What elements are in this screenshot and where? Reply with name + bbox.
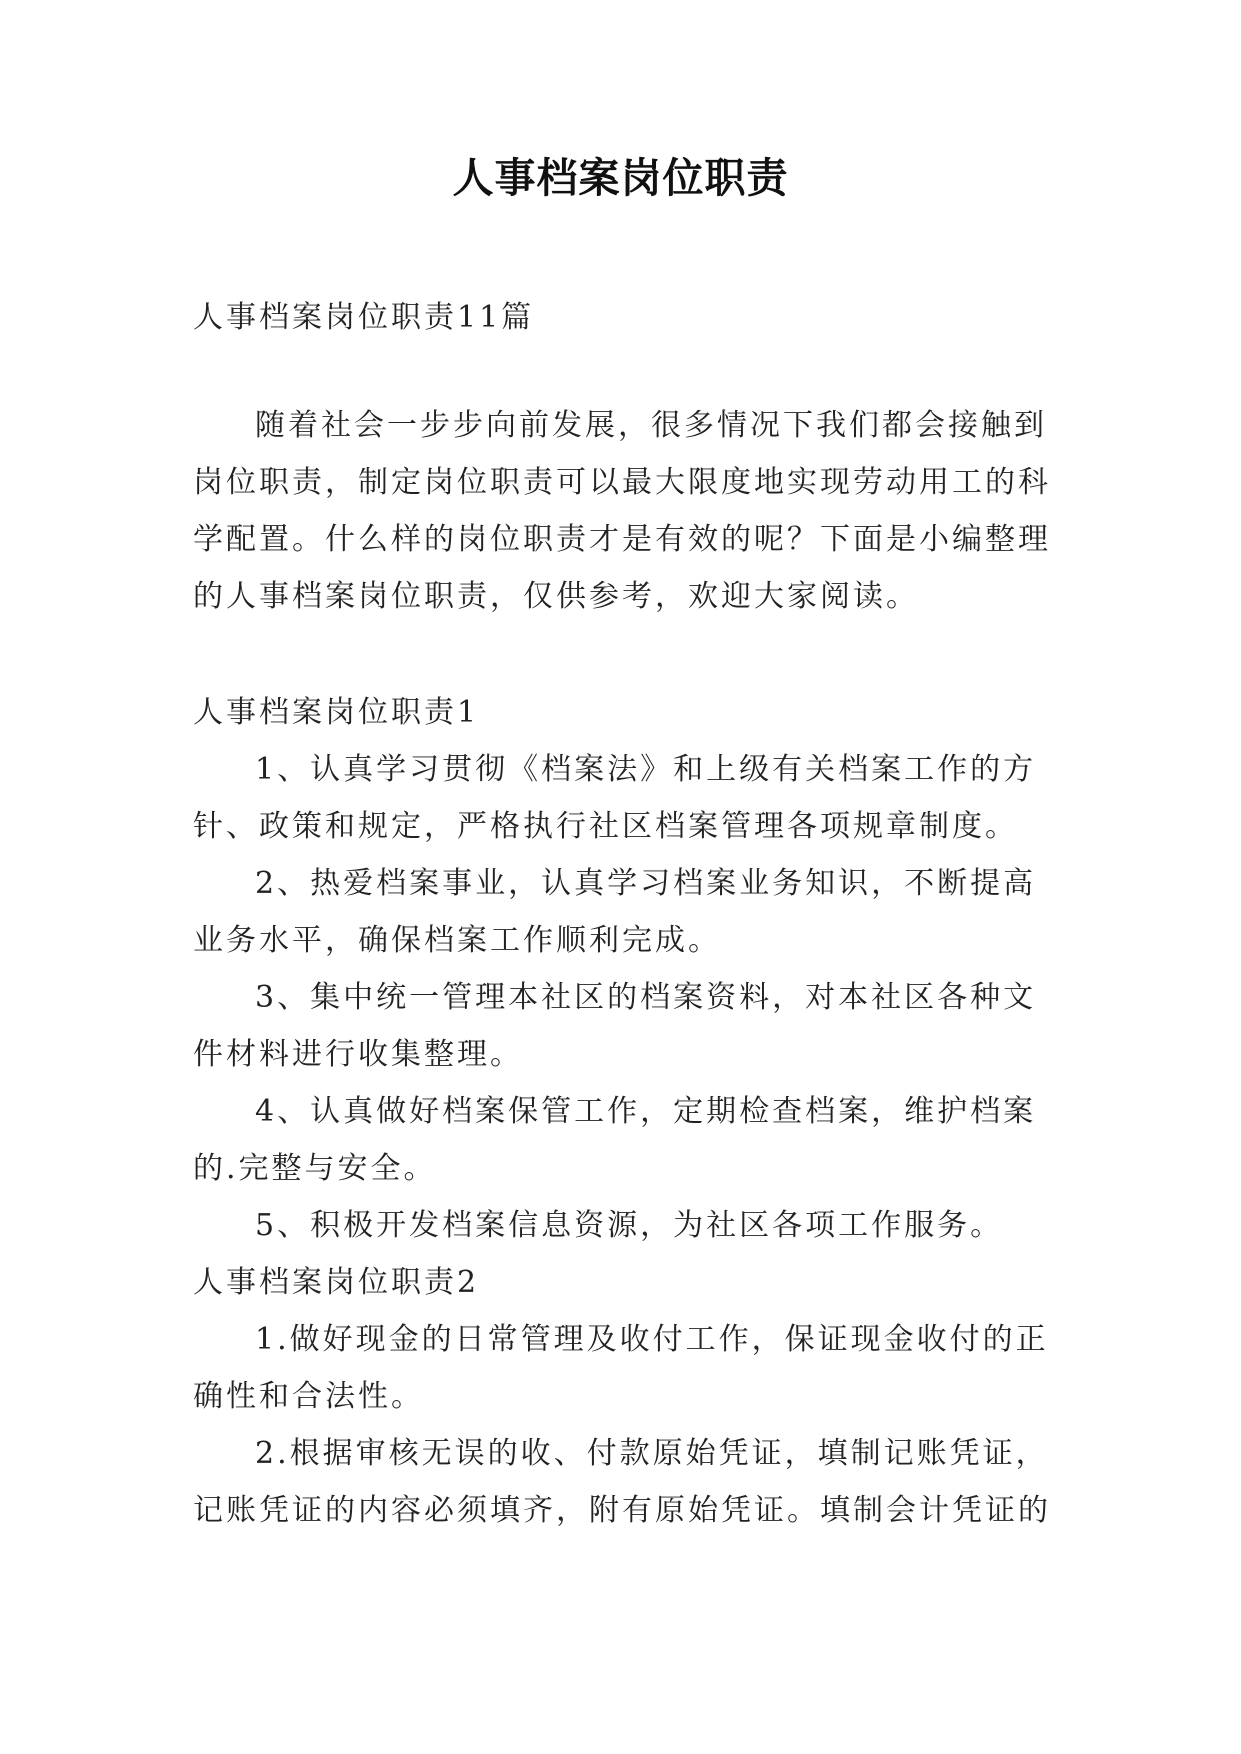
paragraph-line: 2.根据审核无误的收、付款原始凭证，填制记账凭证， [255, 1436, 1049, 1471]
section-heading: 人事档案岗位职责2 [193, 1265, 480, 1300]
paragraph-line: 1.做好现金的日常管理及收付工作，保证现金收付的正 [255, 1322, 1049, 1357]
document-title: 人事档案岗位职责 [452, 154, 789, 202]
paragraph-line: 5、积极开发档案信息资源，为社区各项工作服务。 [255, 1208, 1004, 1243]
paragraph-line: 确性和合法性。 [193, 1379, 424, 1414]
paragraph-line: 业务水平，确保档案工作顺利完成。 [193, 923, 721, 958]
paragraph-line: 4、认真做好档案保管工作，定期检查档案，维护档案 [255, 1094, 1037, 1129]
paragraph-line: 记账凭证的内容必须填齐，附有原始凭证。填制会计凭证的 [193, 1493, 1051, 1528]
section-heading: 人事档案岗位职责1 [193, 695, 480, 730]
paragraph-line: 2、热爱档案事业，认真学习档案业务知识，不断提高 [255, 866, 1037, 901]
paragraph-line: 的.完整与安全。 [193, 1151, 437, 1186]
document-subtitle: 人事档案岗位职责11篇 [193, 300, 535, 335]
intro-line: 岗位职责，制定岗位职责可以最大限度地实现劳动用工的科 [193, 465, 1051, 500]
paragraph-line: 针、政策和规定，严格执行社区档案管理各项规章制度。 [193, 809, 1018, 844]
intro-line: 的人事档案岗位职责，仅供参考，欢迎大家阅读。 [193, 579, 919, 614]
paragraph-line: 1、认真学习贯彻《档案法》和上级有关档案工作的方 [255, 752, 1037, 787]
intro-line: 随着社会一步步向前发展，很多情况下我们都会接触到 [255, 408, 1047, 443]
paragraph-line: 3、集中统一管理本社区的档案资料，对本社区各种文 [255, 980, 1037, 1015]
paragraph-line: 件材料进行收集整理。 [193, 1037, 523, 1072]
intro-line: 学配置。什么样的岗位职责才是有效的呢？下面是小编整理 [193, 522, 1051, 557]
